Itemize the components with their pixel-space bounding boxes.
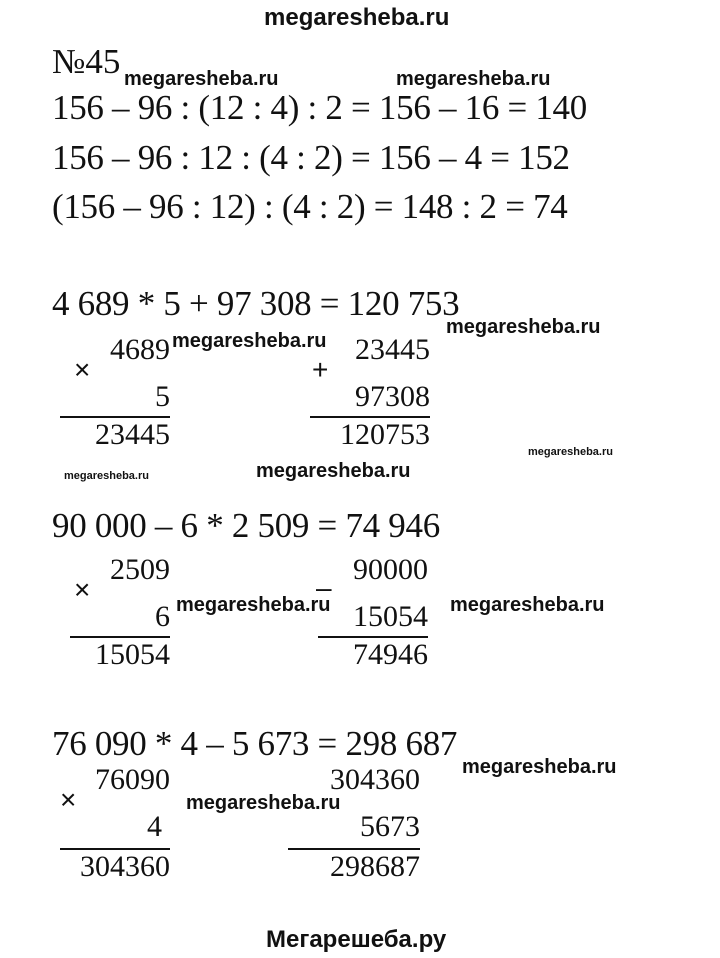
operand-bottom: 97308 xyxy=(355,380,430,413)
multiply-sign: × xyxy=(74,574,91,605)
watermark: megaresheba.ru xyxy=(172,330,327,352)
multiply-sign: × xyxy=(74,354,91,385)
result: 23445 xyxy=(95,418,170,451)
minus-sign: – xyxy=(316,572,332,603)
operand-top: 4689 xyxy=(110,333,170,366)
multiply-sign: × xyxy=(60,784,77,815)
operand-top: 2509 xyxy=(110,553,170,586)
operand-bottom: 5 xyxy=(155,380,170,413)
watermark: megaresheba.ru xyxy=(462,756,617,778)
watermark: megaresheba.ru xyxy=(256,460,411,482)
operand-bottom: 4 xyxy=(147,810,162,843)
watermark: megaresheba.ru xyxy=(176,594,331,616)
result: 298687 xyxy=(330,850,420,883)
result: 74946 xyxy=(353,638,428,671)
header-site-name: megaresheba.ru xyxy=(264,4,450,31)
task3-equation: 76 090 * 4 – 5 673 = 298 687 xyxy=(52,724,458,763)
watermark: megaresheba.ru xyxy=(528,446,613,458)
result: 15054 xyxy=(95,638,170,671)
watermark: megaresheba.ru xyxy=(446,316,601,338)
operand-top: 304360 xyxy=(330,763,420,796)
operand-bottom: 5673 xyxy=(360,810,420,843)
result: 120753 xyxy=(340,418,430,451)
watermark: megaresheba.ru xyxy=(64,470,149,482)
footer-site-name: Мегарешеба.ру xyxy=(266,926,447,953)
watermark: megaresheba.ru xyxy=(450,594,605,616)
operand-top: 76090 xyxy=(95,763,170,796)
operand-top: 90000 xyxy=(353,553,428,586)
problem-number: №45 xyxy=(52,42,121,81)
expression-line: 156 – 96 : (12 : 4) : 2 = 156 – 16 = 140 xyxy=(52,88,587,127)
operand-bottom: 15054 xyxy=(353,600,428,633)
result: 304360 xyxy=(80,850,170,883)
expression-line: 156 – 96 : 12 : (4 : 2) = 156 – 4 = 152 xyxy=(52,138,570,177)
expression-line: (156 – 96 : 12) : (4 : 2) = 148 : 2 = 74 xyxy=(52,187,568,226)
watermark: megaresheba.ru xyxy=(396,68,551,90)
operand-bottom: 6 xyxy=(155,600,170,633)
watermark: megaresheba.ru xyxy=(124,68,279,90)
task1-equation: 4 689 * 5 + 97 308 = 120 753 xyxy=(52,284,460,323)
plus-sign: + xyxy=(312,354,329,385)
watermark: megaresheba.ru xyxy=(186,792,341,814)
operand-top: 23445 xyxy=(355,333,430,366)
task2-equation: 90 000 – 6 * 2 509 = 74 946 xyxy=(52,506,440,545)
